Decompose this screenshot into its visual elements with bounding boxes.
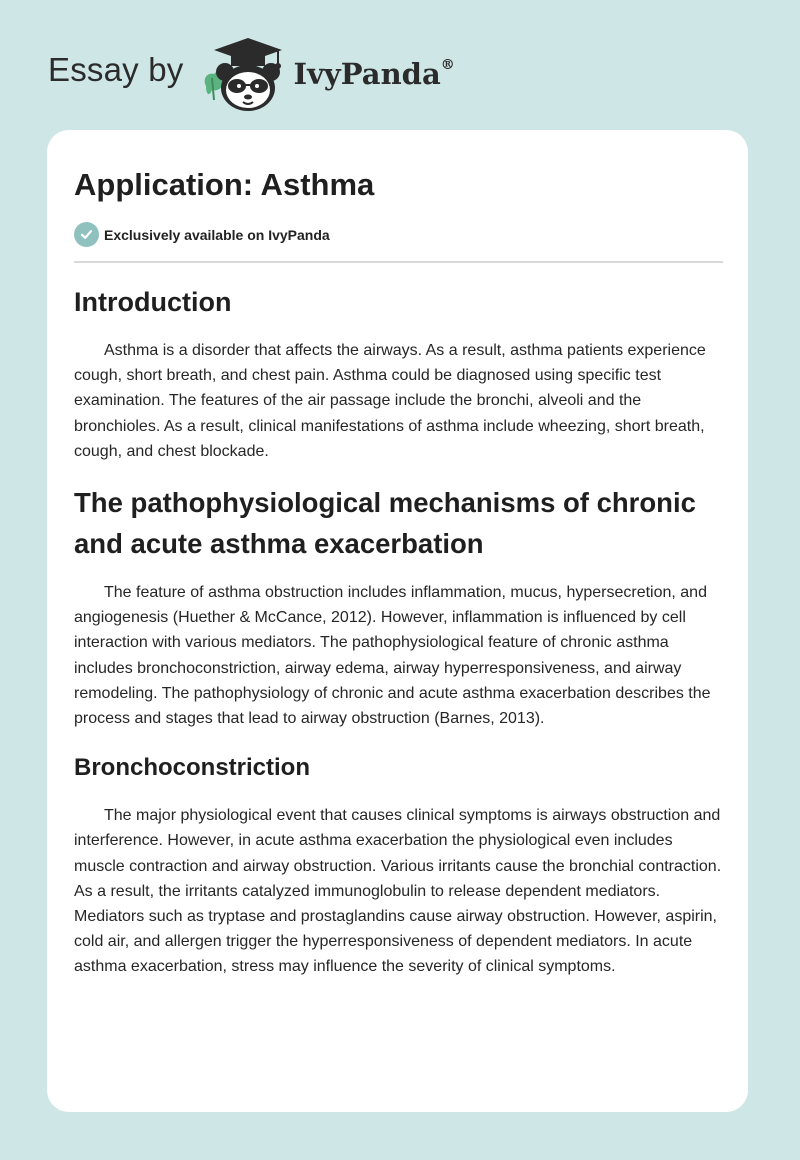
exclusive-badge	[74, 222, 330, 247]
brand-name: IvyPanda®	[293, 57, 455, 91]
panda-logo-icon	[198, 34, 290, 114]
brand-prefix: Essay by	[48, 51, 184, 88]
title-divider	[74, 261, 723, 263]
paragraph-pathophysiology: The feature of asthma obstruction includes inflammation, mucus, hypersecretion, and angiogenesis (Huether & McCance, 2012). However, inflammation is influenced by cell interaction with various mediators. The pathophysiological feature of chronic asthma includes bronchoconstriction, airway edema, airway hyperresponsiveness, and airway remodeling. The pathophysiology of chronic and acute asthma exacerbation describes the process and stages that lead to airway obstruction (Barnes, 2013).	[74, 584, 711, 728]
section-heading-introduction: Introduction	[74, 287, 232, 317]
paragraph-introduction: Asthma is a disorder that affects the airways. As a result, asthma patients experience cough, short breath, and chest pain. Asthma could be diagnosed using specific test examination. The features of the air passage include the bronchi, alveoli and the bronchioles. As a result, clinical manifestations of asthma include wheezing, short breath, cough, and chest blockade.	[74, 342, 706, 460]
section-heading-bronchoconstriction: Bronchoconstriction	[74, 754, 311, 782]
badge-text: Exclusively available on IvyPanda	[104, 226, 330, 243]
section-heading-pathophysiology: The pathophysiological mechanisms of chronic and acute asthma exacerbation	[74, 487, 696, 560]
site-brand[interactable]	[48, 34, 455, 114]
check-icon	[74, 222, 99, 247]
paragraph-bronchoconstriction: The major physiological event that causes clinical symptoms is airways obstruction and interference. However, in acute asthma exacerbation the physiological even includes muscle contraction and airway obstruction. Various irritants cause the bronchial contraction. As a result, the irritants catalyzed immunoglobulin to release dependent mediators. Mediators such as tryptase and prostaglandins cause airway obstruction. However, aspirin, cold air, and allergen trigger the hyperresponsiveness of dependent mediators. In acute asthma exacerbation, stress may influence the severity of clinical symptoms.	[74, 807, 722, 976]
page-title: Application: Asthma	[74, 167, 375, 202]
registered-mark: ®	[440, 57, 455, 74]
essay-card	[47, 130, 748, 1112]
essay-body	[74, 280, 723, 980]
